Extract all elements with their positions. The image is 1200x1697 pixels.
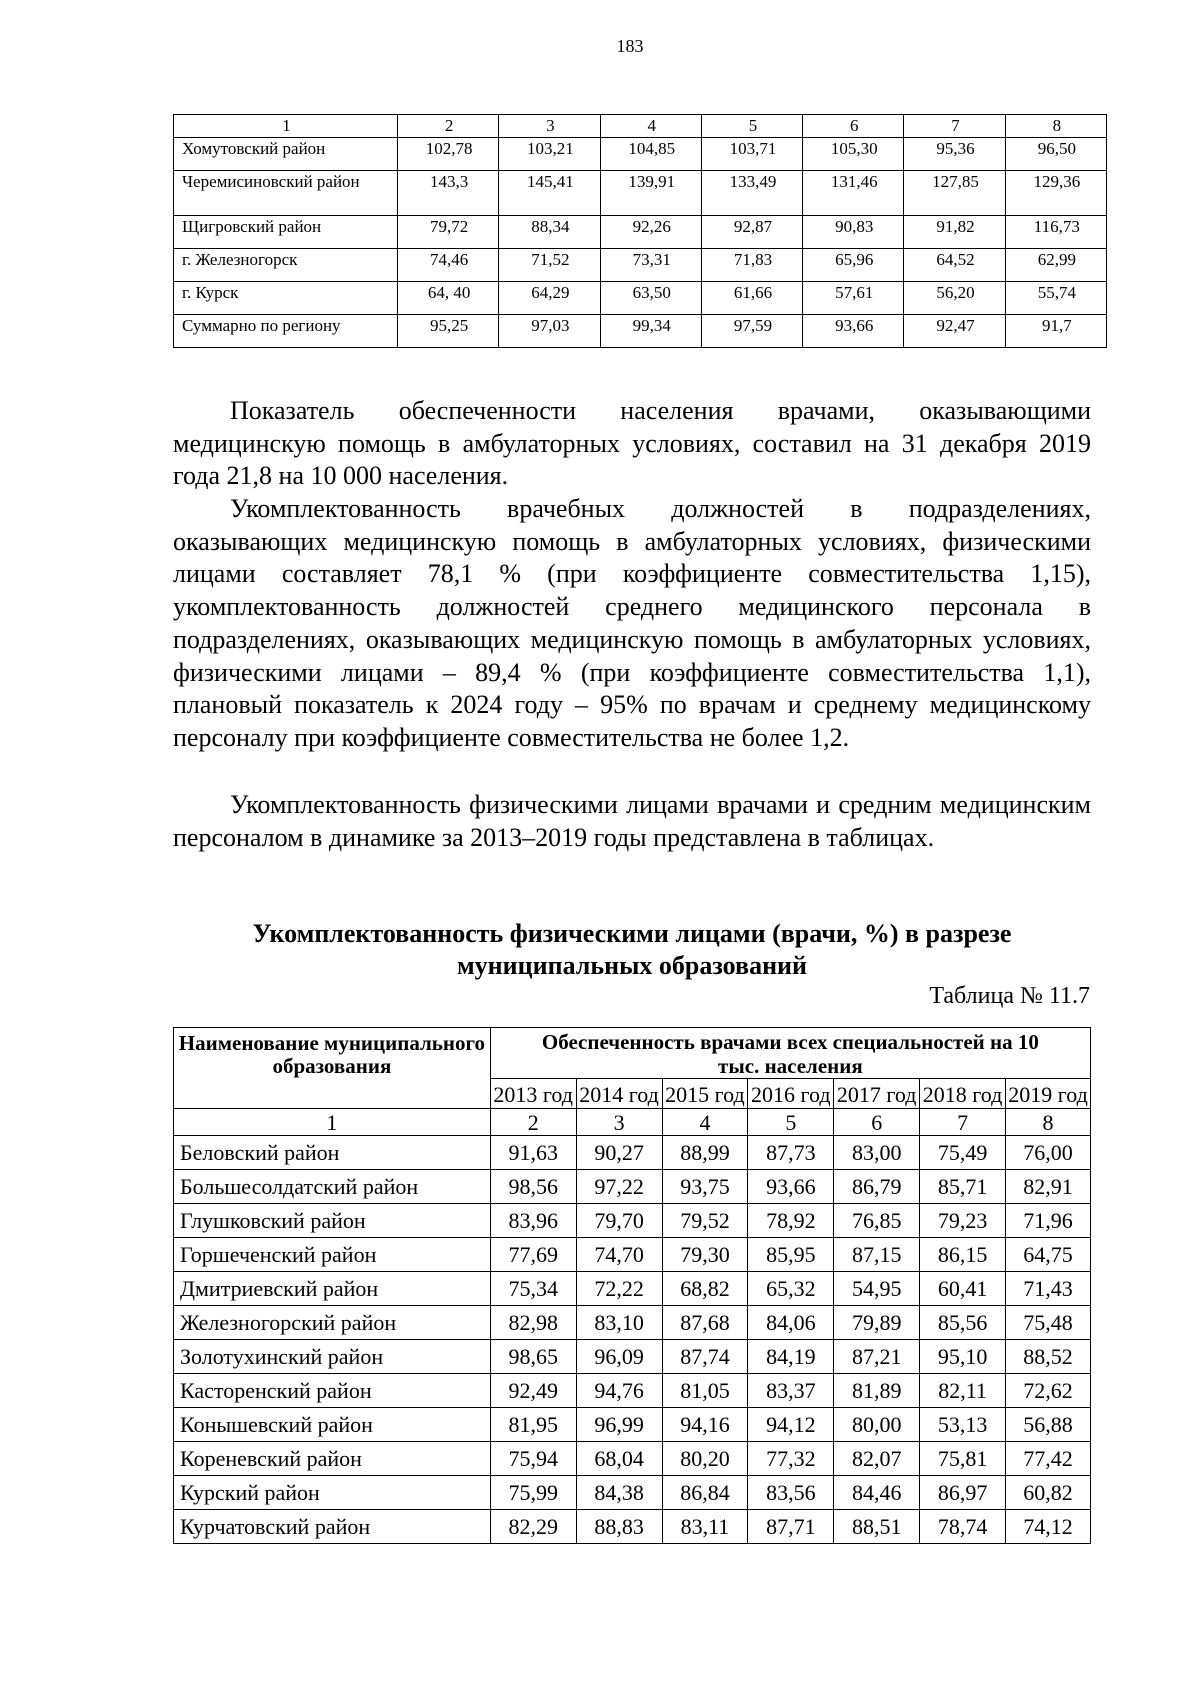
- row-name: Конышевский район: [174, 1408, 491, 1442]
- cell-value: 94,76: [576, 1374, 662, 1408]
- cell-value: 97,59: [701, 315, 802, 348]
- cell-value: 55,74: [1005, 282, 1106, 315]
- cell-value: 75,49: [920, 1136, 1006, 1170]
- cell-value: 97,22: [576, 1170, 662, 1204]
- cell-value: 90,27: [576, 1136, 662, 1170]
- cell-value: 88,99: [662, 1136, 748, 1170]
- cell-value: 74,12: [1006, 1510, 1091, 1544]
- column-index: 6: [803, 115, 904, 138]
- cell-value: 81,05: [662, 1374, 748, 1408]
- cell-value: 56,88: [1006, 1408, 1091, 1442]
- page-number: 183: [616, 36, 644, 56]
- year-header: 2019 год: [1006, 1079, 1091, 1109]
- column-index: 8: [1006, 1109, 1091, 1136]
- staffing-table: [173, 1027, 1091, 1544]
- table-row: [174, 1238, 1091, 1272]
- table-row: [174, 1272, 1091, 1306]
- cell-value: 96,99: [576, 1408, 662, 1442]
- column-index: 5: [748, 1109, 834, 1136]
- table-title: [173, 918, 1091, 982]
- table-index-row: [174, 1109, 1091, 1136]
- cell-value: 72,62: [1006, 1374, 1091, 1408]
- column-index: 3: [499, 115, 600, 138]
- cell-value: 87,15: [834, 1238, 920, 1272]
- cell-value: 71,43: [1006, 1272, 1091, 1306]
- cell-value: 87,68: [662, 1306, 748, 1340]
- table-row: [174, 1306, 1091, 1340]
- column-group-header: Обеспеченность врачами всех специальностей на 10 тыс. населения: [490, 1028, 1090, 1079]
- table-row: [174, 138, 1107, 171]
- cell-value: 76,85: [834, 1204, 920, 1238]
- cell-value: 64,52: [904, 249, 1005, 282]
- cell-value: 64,75: [1006, 1238, 1091, 1272]
- cell-value: 85,56: [920, 1306, 1006, 1340]
- cell-value: 77,32: [748, 1442, 834, 1476]
- table-row: [174, 1510, 1091, 1544]
- table-row: [174, 216, 1107, 249]
- cell-value: 75,48: [1006, 1306, 1091, 1340]
- table-row: [174, 1170, 1091, 1204]
- cell-value: 65,32: [748, 1272, 834, 1306]
- paragraph-2: [173, 493, 1091, 755]
- cell-value: 129,36: [1005, 171, 1106, 216]
- cell-value: 85,95: [748, 1238, 834, 1272]
- cell-value: 116,73: [1005, 216, 1106, 249]
- row-name: Черемисиновский район: [174, 171, 398, 216]
- cell-value: 68,04: [576, 1442, 662, 1476]
- cell-value: 83,10: [576, 1306, 662, 1340]
- cell-value: 75,34: [490, 1272, 576, 1306]
- cell-value: 78,74: [920, 1510, 1006, 1544]
- table-continuation: [173, 114, 1107, 348]
- cell-value: 103,21: [499, 138, 600, 171]
- table-row: [174, 1340, 1091, 1374]
- cell-value: 86,97: [920, 1476, 1006, 1510]
- row-name: Щигровский район: [174, 216, 398, 249]
- cell-value: 96,50: [1005, 138, 1106, 171]
- cell-value: 96,09: [576, 1340, 662, 1374]
- paragraph-3: [173, 789, 1091, 854]
- row-name: Касторенский район: [174, 1374, 491, 1408]
- cell-value: 95,25: [398, 315, 499, 348]
- cell-value: 92,49: [490, 1374, 576, 1408]
- cell-value: 88,34: [499, 216, 600, 249]
- cell-value: 74,70: [576, 1238, 662, 1272]
- cell-value: 104,85: [600, 138, 701, 171]
- cell-value: 65,96: [803, 249, 904, 282]
- cell-value: 92,26: [600, 216, 701, 249]
- cell-value: 79,89: [834, 1306, 920, 1340]
- cell-value: 84,19: [748, 1340, 834, 1374]
- table-row: [174, 1476, 1091, 1510]
- table-row: [174, 171, 1107, 216]
- row-name: г. Железногорск: [174, 249, 398, 282]
- column-index: 2: [398, 115, 499, 138]
- cell-value: 81,89: [834, 1374, 920, 1408]
- cell-value: 83,56: [748, 1476, 834, 1510]
- cell-value: 102,78: [398, 138, 499, 171]
- table-row: [174, 1136, 1091, 1170]
- cell-value: 94,12: [748, 1408, 834, 1442]
- cell-value: 71,52: [499, 249, 600, 282]
- cell-value: 95,36: [904, 138, 1005, 171]
- cell-value: 91,82: [904, 216, 1005, 249]
- cell-value: 139,91: [600, 171, 701, 216]
- row-name: Большесолдатский район: [174, 1170, 491, 1204]
- cell-value: 86,15: [920, 1238, 1006, 1272]
- cell-value: 78,92: [748, 1204, 834, 1238]
- cell-value: 79,23: [920, 1204, 1006, 1238]
- cell-value: 79,70: [576, 1204, 662, 1238]
- cell-value: 57,61: [803, 282, 904, 315]
- cell-value: 93,66: [748, 1170, 834, 1204]
- cell-value: 54,95: [834, 1272, 920, 1306]
- column-index: 1: [174, 115, 398, 138]
- row-name: Беловский район: [174, 1136, 491, 1170]
- cell-value: 82,29: [490, 1510, 576, 1544]
- table-row: [174, 282, 1107, 315]
- table-row: [174, 1442, 1091, 1476]
- cell-value: 80,20: [662, 1442, 748, 1476]
- cell-value: 79,72: [398, 216, 499, 249]
- cell-value: 53,13: [920, 1408, 1006, 1442]
- cell-value: 74,46: [398, 249, 499, 282]
- cell-value: 93,75: [662, 1170, 748, 1204]
- row-name: Курчатовский район: [174, 1510, 491, 1544]
- cell-value: 83,11: [662, 1510, 748, 1544]
- cell-value: 87,73: [748, 1136, 834, 1170]
- cell-value: 76,00: [1006, 1136, 1091, 1170]
- cell-value: 82,11: [920, 1374, 1006, 1408]
- cell-value: 63,50: [600, 282, 701, 315]
- row-name: Курский район: [174, 1476, 491, 1510]
- cell-value: 75,99: [490, 1476, 576, 1510]
- row-name: г. Курск: [174, 282, 398, 315]
- row-name: Железногорский район: [174, 1306, 491, 1340]
- paragraph-3-text: Укомплектованность физическими лицами врачами и средним медицинским персоналом в динамике за 2013–2019 годы представлена в таблицах.: [173, 790, 1091, 852]
- cell-value: 84,06: [748, 1306, 834, 1340]
- cell-value: 81,95: [490, 1408, 576, 1442]
- row-name: Горшеченский район: [174, 1238, 491, 1272]
- cell-value: 82,98: [490, 1306, 576, 1340]
- cell-value: 79,52: [662, 1204, 748, 1238]
- row-name: Суммарно по региону: [174, 315, 398, 348]
- cell-value: 87,74: [662, 1340, 748, 1374]
- year-header: 2014 год: [576, 1079, 662, 1109]
- table-body: [174, 1136, 1091, 1544]
- cell-value: 88,83: [576, 1510, 662, 1544]
- cell-value: 88,51: [834, 1510, 920, 1544]
- cell-value: 90,83: [803, 216, 904, 249]
- column-index: 6: [834, 1109, 920, 1136]
- cell-value: 84,38: [576, 1476, 662, 1510]
- cell-value: 60,82: [1006, 1476, 1091, 1510]
- cell-value: 87,21: [834, 1340, 920, 1374]
- paragraph-1: [173, 395, 1091, 493]
- cell-value: 127,85: [904, 171, 1005, 216]
- table-row: [174, 1374, 1091, 1408]
- year-header: 2017 год: [834, 1079, 920, 1109]
- cell-value: 99,34: [600, 315, 701, 348]
- cell-value: 83,96: [490, 1204, 576, 1238]
- table-row: [174, 1408, 1091, 1442]
- cell-value: 61,66: [701, 282, 802, 315]
- cell-value: 79,30: [662, 1238, 748, 1272]
- table-header-row: [174, 1028, 1091, 1079]
- paragraph-1-text: Показатель обеспеченности населения врачами, оказывающими медицинскую помощь в амбулаторных условиях, составил на 31 декабря 2019 года 21,8 на 10 000 населения.: [173, 396, 1091, 491]
- row-name: Хомутовский район: [174, 138, 398, 171]
- row-name: Глушковский район: [174, 1204, 491, 1238]
- column-index: 4: [662, 1109, 748, 1136]
- cell-value: 75,94: [490, 1442, 576, 1476]
- cell-value: 60,41: [920, 1272, 1006, 1306]
- cell-value: 62,99: [1005, 249, 1106, 282]
- column-index: 7: [920, 1109, 1006, 1136]
- year-header: 2016 год: [748, 1079, 834, 1109]
- table-header-row: [174, 115, 1107, 138]
- cell-value: 86,84: [662, 1476, 748, 1510]
- cell-value: 87,71: [748, 1510, 834, 1544]
- cell-value: 73,31: [600, 249, 701, 282]
- column-index: 8: [1005, 115, 1106, 138]
- cell-value: 56,20: [904, 282, 1005, 315]
- cell-value: 82,91: [1006, 1170, 1091, 1204]
- column-index: 7: [904, 115, 1005, 138]
- cell-value: 72,22: [576, 1272, 662, 1306]
- cell-value: 145,41: [499, 171, 600, 216]
- cell-value: 91,7: [1005, 315, 1106, 348]
- table-row: [174, 249, 1107, 282]
- cell-value: 92,47: [904, 315, 1005, 348]
- cell-value: 94,16: [662, 1408, 748, 1442]
- year-header: 2018 год: [920, 1079, 1006, 1109]
- cell-value: 86,79: [834, 1170, 920, 1204]
- cell-value: 92,87: [701, 216, 802, 249]
- paragraph-2-text: Укомплектованность врачебных должностей в подразделениях, оказывающих медицинскую помощь в амбулаторных условиях, физическими лицами составляет 78,1 % (при коэффициенте совместительства 1,15), укомплектованность должностей среднего медицинского персонала в подразделениях, оказывающих медицинскую помощь в амбулаторных условиях, физическими лицами – 89,4 % (при коэффициенте совместительства 1,1), плановый показатель к 2024 году – 95% по врачам и среднему медицинскому персоналу при коэффициенте совместительства не более 1,2.: [173, 494, 1091, 752]
- cell-value: 71,83: [701, 249, 802, 282]
- cell-value: 98,56: [490, 1170, 576, 1204]
- column-index: 2: [490, 1109, 576, 1136]
- cell-value: 75,81: [920, 1442, 1006, 1476]
- year-header: 2015 год: [662, 1079, 748, 1109]
- cell-value: 131,46: [803, 171, 904, 216]
- cell-value: 83,00: [834, 1136, 920, 1170]
- year-header: 2013 год: [490, 1079, 576, 1109]
- cell-value: 98,65: [490, 1340, 576, 1374]
- column-header-municipality: Наименование муниципального образования: [174, 1028, 491, 1109]
- cell-value: 82,07: [834, 1442, 920, 1476]
- column-index: 4: [600, 115, 701, 138]
- cell-value: 71,96: [1006, 1204, 1091, 1238]
- cell-value: 77,69: [490, 1238, 576, 1272]
- row-name: Дмитриевский район: [174, 1272, 491, 1306]
- cell-value: 95,10: [920, 1340, 1006, 1374]
- cell-value: 88,52: [1006, 1340, 1091, 1374]
- column-index: 5: [701, 115, 802, 138]
- row-name: Золотухинский район: [174, 1340, 491, 1374]
- cell-value: 64, 40: [398, 282, 499, 315]
- cell-value: 68,82: [662, 1272, 748, 1306]
- cell-value: 143,3: [398, 171, 499, 216]
- table-number-label: Таблица № 11.7: [929, 983, 1090, 1009]
- table-title-line-2: муниципальных образований: [456, 951, 808, 980]
- cell-value: 85,71: [920, 1170, 1006, 1204]
- cell-value: 93,66: [803, 315, 904, 348]
- row-name: Кореневский район: [174, 1442, 491, 1476]
- table-title-line-1: Укомплектованность физическими лицами (врачи, %) в разрезе: [252, 919, 1012, 948]
- cell-value: 64,29: [499, 282, 600, 315]
- column-index: 1: [174, 1109, 491, 1136]
- column-index: 3: [576, 1109, 662, 1136]
- cell-value: 77,42: [1006, 1442, 1091, 1476]
- cell-value: 133,49: [701, 171, 802, 216]
- table-row: [174, 1204, 1091, 1238]
- cell-value: 103,71: [701, 138, 802, 171]
- cell-value: 97,03: [499, 315, 600, 348]
- table-row-total: [174, 315, 1107, 348]
- cell-value: 80,00: [834, 1408, 920, 1442]
- cell-value: 84,46: [834, 1476, 920, 1510]
- cell-value: 105,30: [803, 138, 904, 171]
- cell-value: 83,37: [748, 1374, 834, 1408]
- cell-value: 91,63: [490, 1136, 576, 1170]
